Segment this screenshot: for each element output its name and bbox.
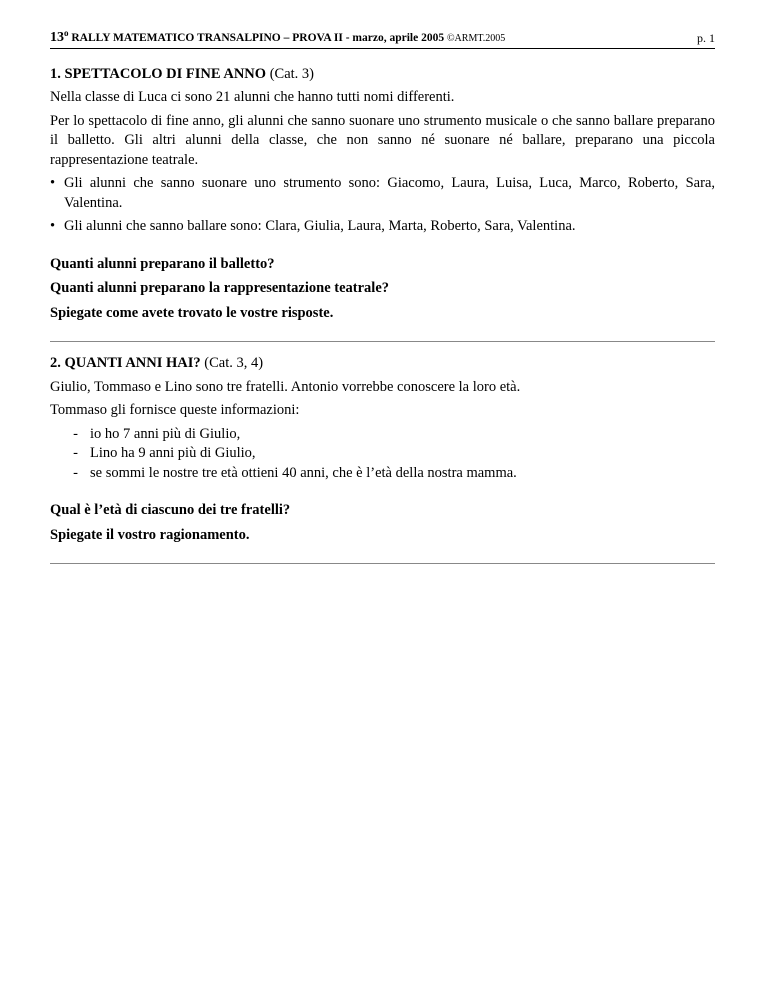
dash-item bbox=[50, 425, 715, 445]
problem-2-title: 2. QUANTI ANNI HAI? bbox=[50, 355, 201, 372]
bullet-text: Gli alunni che sanno suonare uno strumento sono: Giacomo, Laura, Luisa, Luca, Marco, Roberto, Sara, Valentina. bbox=[64, 175, 715, 211]
page-header bbox=[50, 28, 715, 49]
problem-2-heading bbox=[50, 354, 715, 374]
page-number: p. 1 bbox=[697, 30, 715, 45]
problem-2-category: (Cat. 3, 4) bbox=[204, 355, 264, 372]
problem-2-question: Qual è l’età di ciascuno dei tre fratelli? bbox=[50, 502, 291, 519]
problem-2-paragraph: Giulio, Tommaso e Lino sono tre fratelli. Antonio vorrebbe conoscere la loro età. bbox=[50, 378, 521, 395]
dash-text: io ho 7 anni più di Giulio, bbox=[90, 425, 241, 442]
problem-1-paragraph: Per lo spettacolo di fine anno, gli alunni che sanno suonare uno strumento musicale o che sanno ballare preparano il balletto. Gli altri alunni della classe, che non sanno né suonare né ballare, preparano una piccola rappresentazione teatrale. bbox=[50, 112, 715, 168]
copyright-notice: ©ARMT.2005 bbox=[446, 32, 506, 44]
problem-1 bbox=[50, 65, 715, 324]
dash-mark: - bbox=[73, 464, 78, 481]
bullet-text: Gli alunni che sanno ballare sono: Clara, Giulia, Laura, Marta, Roberto, Sara, Valentina. bbox=[64, 218, 576, 235]
bullet-item bbox=[50, 174, 715, 213]
problem-2 bbox=[50, 354, 715, 545]
bullet-item bbox=[50, 217, 715, 237]
bullet-mark: • bbox=[50, 175, 56, 192]
problem-1-heading bbox=[50, 65, 715, 85]
problem-1-category: (Cat. 3) bbox=[269, 65, 314, 82]
dash-text: se sommi le nostre tre età ottieni 40 anni, che è l’età della nostra mamma. bbox=[90, 464, 517, 481]
dash-text: Lino ha 9 anni più di Giulio, bbox=[90, 445, 256, 462]
edition-number: 13 bbox=[50, 29, 64, 45]
problem-1-question: Spiegate come avete trovato le vostre risposte. bbox=[50, 304, 334, 321]
problem-1-question: Quanti alunni preparano la rappresentazione teatrale? bbox=[50, 280, 390, 297]
bullet-mark: • bbox=[50, 218, 56, 235]
problem-2-question: Spiegate il vostro ragionamento. bbox=[50, 526, 250, 543]
dash-mark: - bbox=[73, 445, 78, 462]
problem-1-question: Quanti alunni preparano il balletto? bbox=[50, 255, 275, 272]
problem-1-paragraph: Nella classe di Luca ci sono 21 alunni che hanno tutti nomi differenti. bbox=[50, 89, 455, 106]
problem-1-title: 1. SPETTACOLO DI FINE ANNO bbox=[50, 65, 267, 82]
dash-mark: - bbox=[73, 425, 78, 442]
problem-2-paragraph: Tommaso gli fornisce queste informazioni: bbox=[50, 402, 300, 419]
header-title-block bbox=[50, 28, 505, 46]
document-page bbox=[50, 28, 715, 576]
header-title: RALLY MATEMATICO TRANSALPINO – PROVA II - marzo, aprile 2005 bbox=[71, 31, 445, 44]
section-divider bbox=[50, 341, 715, 342]
dash-item bbox=[50, 444, 715, 464]
dash-item bbox=[50, 464, 715, 484]
edition-superscript: o bbox=[64, 28, 69, 38]
section-divider bbox=[50, 563, 715, 564]
